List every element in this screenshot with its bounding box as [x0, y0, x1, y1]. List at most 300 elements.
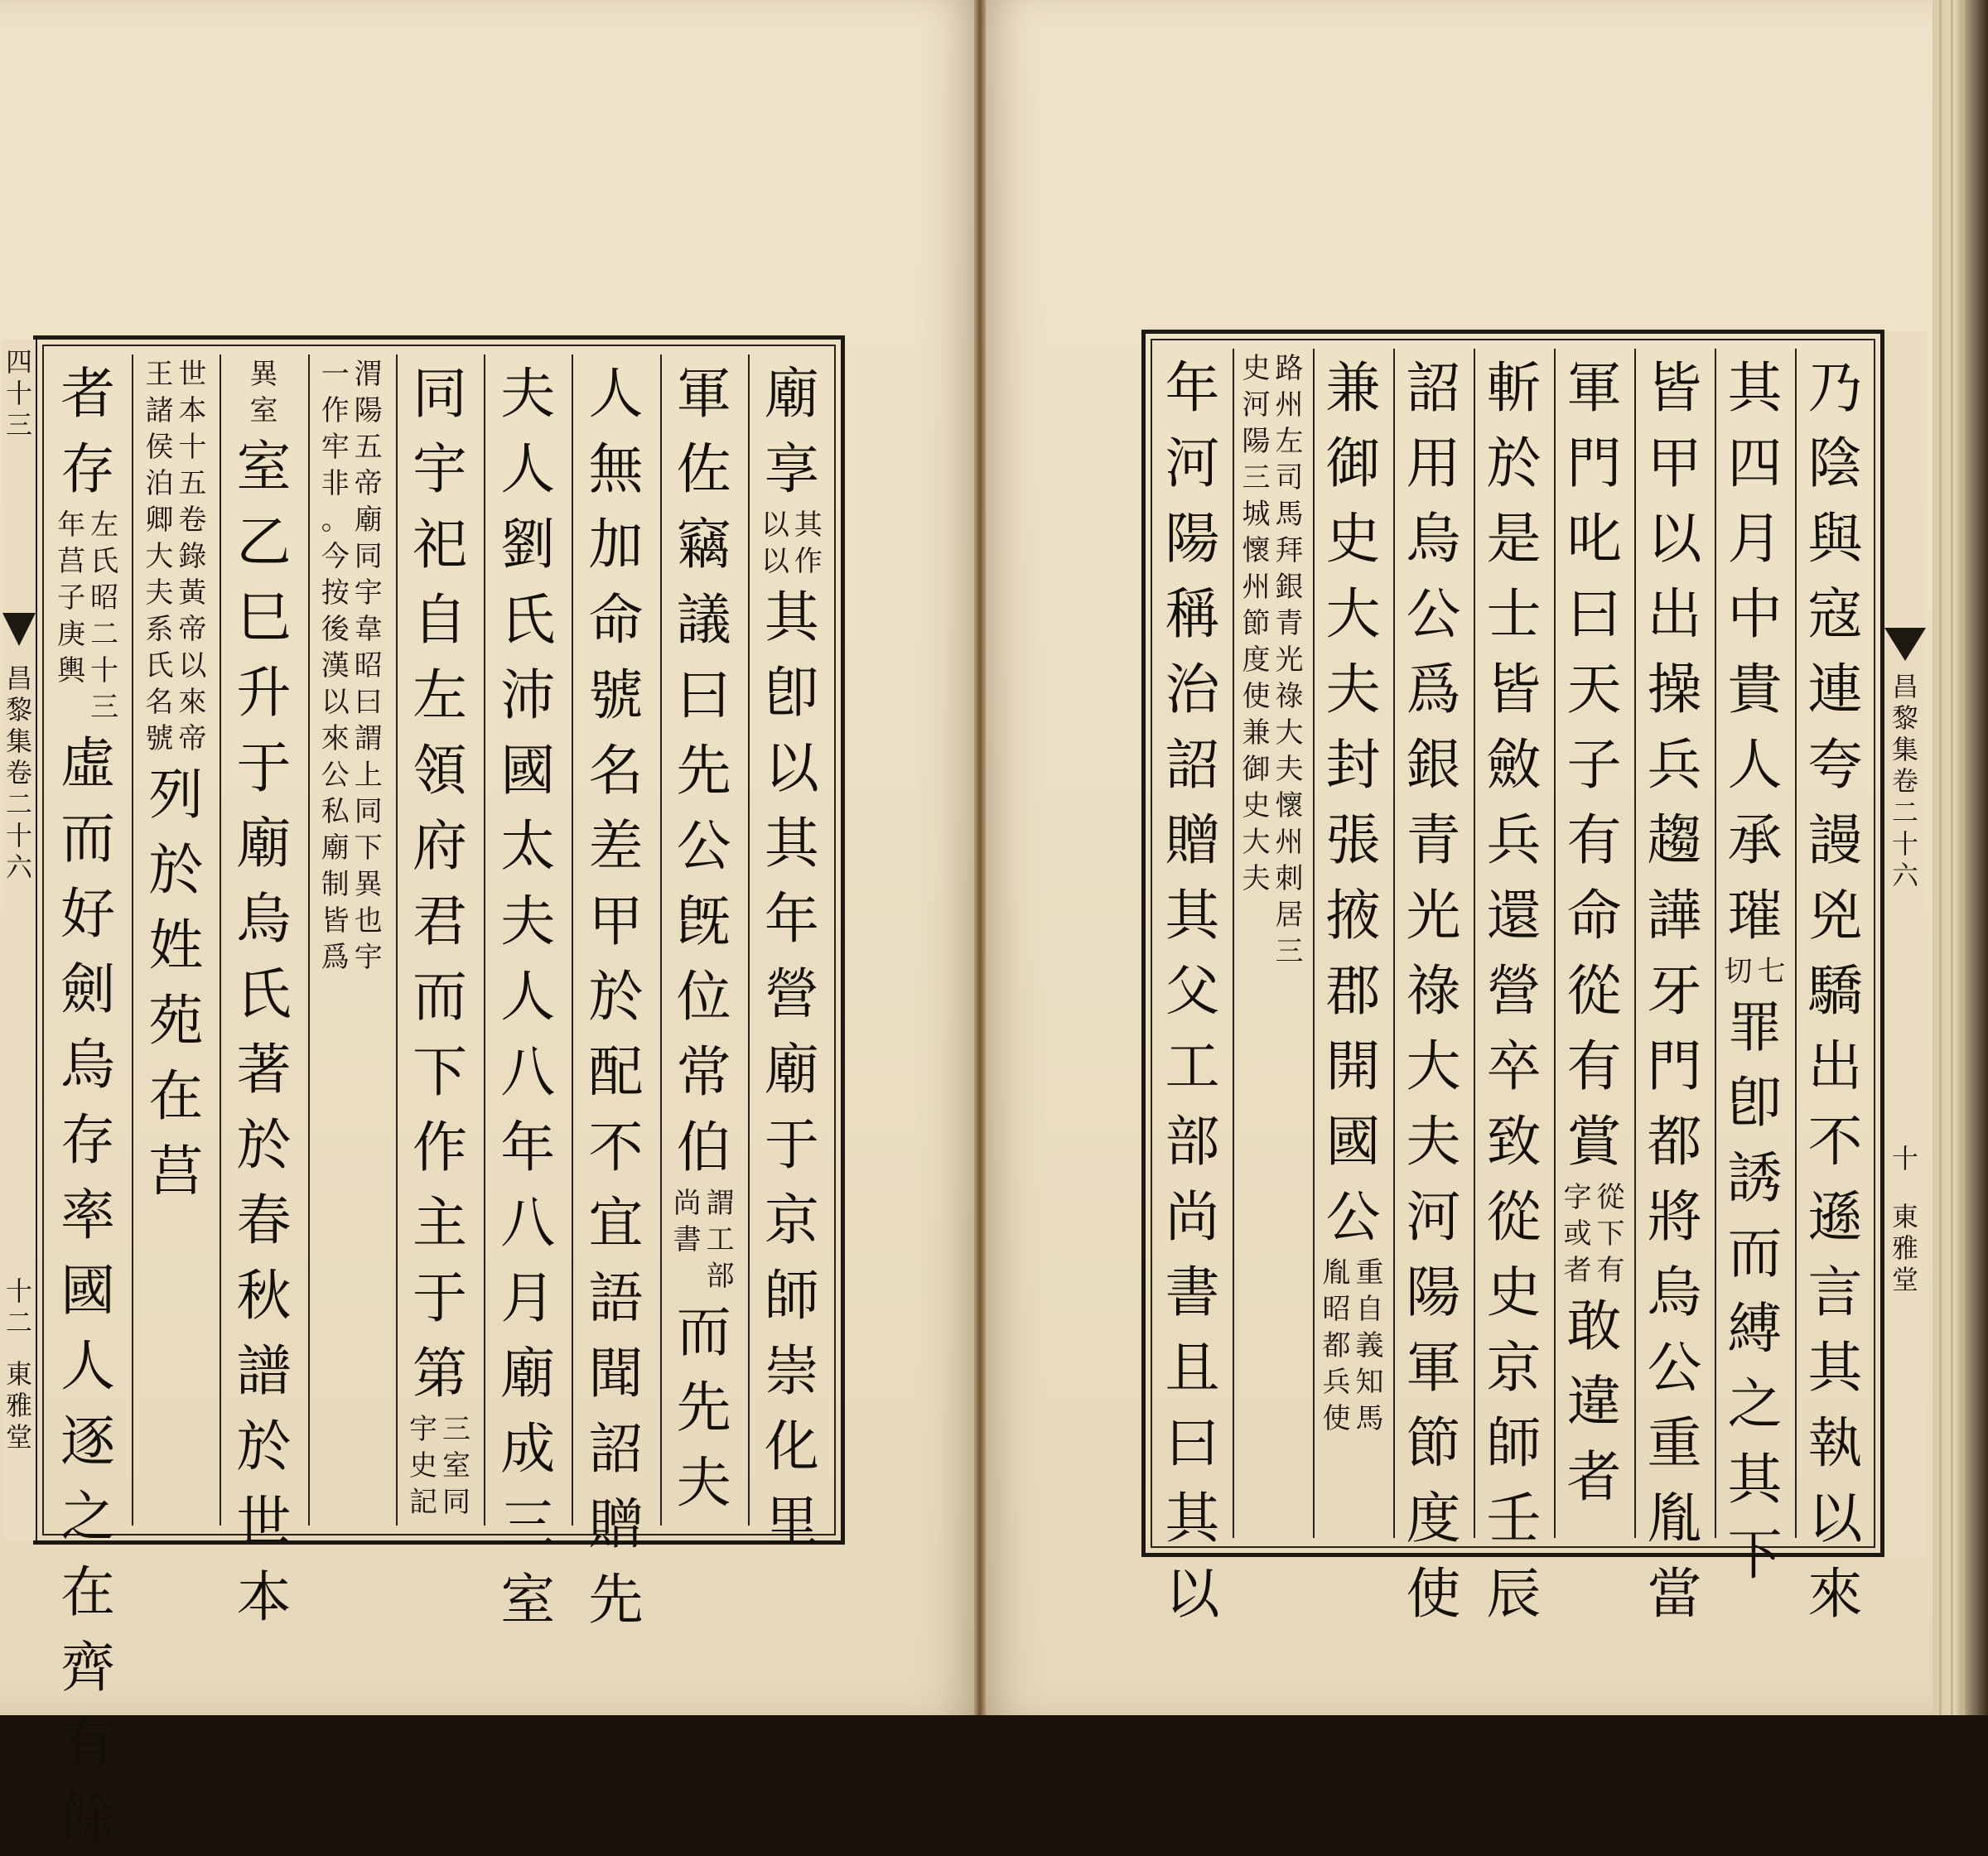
- text-char: 不: [1807, 1110, 1863, 1174]
- text-char: 京: [764, 1188, 819, 1252]
- text-char: 在: [148, 1064, 204, 1128]
- annotation-char: 今: [321, 540, 350, 573]
- text-char: 卒: [1486, 1034, 1542, 1098]
- annotation-char: 十: [90, 654, 119, 687]
- text-char: 尚: [1165, 1185, 1220, 1249]
- annotation-char: 卿: [145, 504, 174, 537]
- annotation-subcolumn: [321, 356, 350, 976]
- column-rule: [1313, 349, 1315, 1538]
- annotation-char: 懷: [1275, 789, 1304, 822]
- text-char: 贈: [588, 1492, 644, 1556]
- annotation-note: [57, 507, 118, 726]
- annotation-char: 莒: [57, 545, 86, 578]
- text-char: 於: [1486, 431, 1542, 495]
- annotation-char: 大: [1242, 826, 1271, 859]
- annotation-char: 室: [249, 394, 278, 427]
- annotation-subcolumn: [707, 1185, 735, 1294]
- page-edges: [1933, 0, 1988, 1715]
- text-char: 軍: [1406, 1336, 1461, 1400]
- text-char: 門: [1647, 1034, 1702, 1098]
- text-char: 子: [1566, 733, 1622, 797]
- text-char: 八: [500, 1040, 556, 1104]
- annotation-char: 度: [1242, 644, 1271, 677]
- banxin-char: 堂: [1891, 1264, 1918, 1295]
- annotation-char: 渭: [354, 358, 383, 391]
- text-char: 天: [1566, 658, 1622, 721]
- text-char: 開: [1325, 1034, 1381, 1098]
- annotation-subcolumn: [250, 356, 278, 429]
- banxin-char: 卷: [1891, 765, 1918, 797]
- text-char: 配: [588, 1040, 644, 1104]
- text-char: 曰: [1566, 582, 1622, 646]
- text-char: 言: [1807, 1261, 1863, 1324]
- annotation-char: 懷: [1242, 534, 1271, 567]
- text-char: 位: [676, 965, 731, 1029]
- text-char: 京: [1486, 1336, 1542, 1400]
- annotation-char: 異: [354, 868, 383, 901]
- text-char: 化: [764, 1415, 819, 1478]
- annotation-char: 子: [57, 581, 86, 615]
- text-char: 公: [1647, 1336, 1702, 1400]
- annotation-char: 左: [1275, 425, 1304, 458]
- text-char: 叱: [1566, 507, 1622, 571]
- annotation-subcolumn: [1725, 953, 1753, 990]
- annotation-char: 御: [1242, 753, 1271, 786]
- text-char: 以: [764, 736, 819, 800]
- annotation-char: 二: [90, 618, 119, 651]
- text-column: [396, 356, 484, 1524]
- text-char: 于: [412, 1266, 467, 1330]
- text-char: 出: [1647, 582, 1702, 646]
- annotation-subcolumn: [1323, 1255, 1351, 1437]
- annotation-subcolumn: [761, 507, 789, 580]
- text-char: 銀: [1406, 733, 1461, 797]
- text-char: 重: [1647, 1411, 1702, 1475]
- annotation-char: 青: [1275, 607, 1304, 640]
- annotation-subcolumn: [90, 507, 118, 726]
- text-column: [1634, 350, 1715, 1626]
- text-char: 存: [60, 437, 116, 501]
- annotation-char: 以: [760, 545, 789, 578]
- text-char: 且: [1165, 1336, 1220, 1400]
- text-char: 領: [412, 739, 467, 803]
- annotation-char: 來: [178, 686, 207, 719]
- text-char: 巳: [236, 586, 292, 649]
- annotation-char: 史: [408, 1449, 437, 1482]
- text-char: 大: [1406, 1034, 1461, 1098]
- annotation-char: 作: [321, 394, 350, 427]
- text-char: 甲: [1647, 431, 1702, 495]
- annotation-char: 謂: [706, 1187, 735, 1220]
- text-char: 先: [676, 739, 731, 803]
- text-char: 旣: [676, 889, 731, 953]
- text-char: 兇: [1807, 884, 1863, 947]
- text-char: 門: [1566, 431, 1622, 495]
- annotation-char: 司: [1275, 461, 1304, 494]
- annotation-char: 廟: [321, 832, 350, 865]
- column-rule: [660, 354, 662, 1526]
- annotation-char: 州: [1275, 826, 1304, 859]
- text-char: 常: [676, 1040, 731, 1104]
- text-char: 氏: [500, 588, 556, 652]
- text-char: 營: [1486, 959, 1542, 1023]
- annotation-char: 韋: [354, 613, 383, 646]
- annotation-char: 重: [1355, 1256, 1384, 1290]
- text-char: 廟: [764, 362, 819, 426]
- annotation-char: 十: [178, 431, 207, 464]
- text-char: 與: [1807, 507, 1863, 571]
- text-char: 在: [60, 1560, 116, 1624]
- text-char: 自: [412, 588, 467, 652]
- text-char: 名: [588, 739, 644, 803]
- banxin-char: 東: [6, 1358, 33, 1390]
- annotation-char: 昭: [354, 649, 383, 682]
- text-char: 劍: [60, 957, 116, 1021]
- column-rule: [1715, 349, 1716, 1538]
- column-rule: [1634, 349, 1636, 1538]
- text-char: 命: [1566, 884, 1622, 947]
- annotation-char: 按: [321, 576, 350, 610]
- annotation-char: 同: [354, 795, 383, 828]
- annotation-char: 使: [1322, 1402, 1351, 1435]
- annotation-char: 牢: [321, 431, 350, 464]
- annotation-char: 昭: [1322, 1293, 1351, 1326]
- text-char: 其: [1165, 884, 1220, 947]
- annotation-char: 諸: [145, 394, 174, 427]
- text-char: 陰: [1807, 431, 1863, 495]
- annotation-char: 侯: [145, 431, 174, 464]
- text-char: 夫: [500, 362, 556, 426]
- annotation-char: 者: [1563, 1254, 1592, 1287]
- text-char: 營: [764, 962, 819, 1026]
- text-char: 世: [236, 1490, 292, 1554]
- text-char: 以: [1807, 1487, 1863, 1550]
- text-char: 驕: [1807, 959, 1863, 1023]
- column-rule: [1393, 349, 1395, 1538]
- text-char: 先: [676, 1376, 731, 1439]
- column-rule: [1795, 349, 1797, 1538]
- banxin-char: 雅: [6, 1390, 33, 1421]
- annotation-char: 宇: [354, 576, 383, 610]
- text-char: 掖: [1325, 884, 1381, 947]
- text-char: 部: [1165, 1110, 1220, 1174]
- annotation-subcolumn: [355, 356, 383, 976]
- annotation-note: [321, 356, 383, 976]
- banxin-char: 集: [1891, 734, 1918, 765]
- text-char: 餘: [60, 1786, 116, 1850]
- text-char: 烏: [236, 887, 292, 951]
- text-char: 胤: [1647, 1487, 1702, 1550]
- annotation-subcolumn: [794, 507, 823, 580]
- banxin-char: 十: [1891, 1143, 1918, 1174]
- annotation-char: 下: [1596, 1217, 1625, 1251]
- banxin-char: 雅: [1891, 1232, 1918, 1264]
- text-char: 貴: [1727, 658, 1783, 721]
- annotation-char: 馬: [1355, 1402, 1384, 1435]
- text-char: 虛: [60, 731, 116, 795]
- annotation-char: 本: [178, 394, 207, 427]
- text-char: 著: [236, 1038, 292, 1102]
- text-column: [1152, 350, 1233, 1626]
- text-char: 曰: [676, 663, 731, 727]
- text-char: 是: [1486, 507, 1542, 571]
- annotation-char: 謂: [354, 722, 383, 755]
- text-column: [1795, 350, 1875, 1626]
- banxin-char: 黎: [1891, 702, 1918, 734]
- text-char: 崇: [764, 1339, 819, 1403]
- text-char: 其: [1807, 1336, 1863, 1400]
- annotation-char: 。: [321, 504, 350, 537]
- right-text-block: [1151, 339, 1875, 1626]
- text-char: 於: [148, 838, 204, 902]
- text-char: 將: [1647, 1185, 1702, 1249]
- annotation-char: 上: [354, 759, 383, 792]
- text-char: 度: [1406, 1487, 1461, 1550]
- annotation-char: 非: [321, 467, 350, 500]
- text-char: 主: [412, 1191, 467, 1255]
- annotation-char: 帝: [354, 467, 383, 500]
- text-char: 趨: [1647, 808, 1702, 872]
- text-char: 辰: [1486, 1562, 1542, 1626]
- banxin-top-label: 四十三: [6, 346, 33, 441]
- text-char: 三: [500, 1492, 556, 1556]
- text-char: 卽: [1727, 1071, 1783, 1135]
- text-char: 工: [1165, 1034, 1220, 1098]
- column-rule: [308, 354, 310, 1526]
- text-char: 存: [60, 1108, 116, 1172]
- annotation-char: 卷: [178, 504, 207, 537]
- annotation-char: 從: [1596, 1181, 1625, 1214]
- text-char: 人: [500, 965, 556, 1029]
- text-char: 都: [1647, 1110, 1702, 1174]
- text-char: 張: [1325, 808, 1381, 872]
- left-banxin: [2, 340, 36, 1540]
- annotation-char: 王: [145, 358, 174, 391]
- text-char: 壬: [1486, 1487, 1542, 1550]
- text-char: 于: [764, 1113, 819, 1177]
- text-char: 乃: [1807, 356, 1863, 420]
- text-char: 於: [588, 965, 644, 1029]
- text-char: 祀: [412, 513, 467, 576]
- column-rule: [484, 354, 485, 1526]
- text-char: 氏: [236, 962, 292, 1026]
- annotation-note: [673, 1185, 735, 1294]
- banxin-char: 昌: [6, 663, 33, 694]
- text-char: 罪: [1727, 995, 1783, 1059]
- text-char: 宇: [412, 437, 467, 501]
- text-char: 加: [588, 513, 644, 576]
- text-char: 執: [1807, 1411, 1863, 1475]
- text-char: 其: [1727, 356, 1783, 420]
- annotation-char: 爲: [321, 941, 350, 974]
- text-char: 同: [412, 362, 467, 426]
- text-char: 號: [588, 663, 644, 727]
- text-char: 士: [1486, 582, 1542, 646]
- annotation-char: 制: [321, 868, 350, 901]
- text-column: [572, 356, 659, 1632]
- text-char: 無: [588, 437, 644, 501]
- annotation-char: 使: [1242, 680, 1271, 713]
- column-rule: [572, 354, 573, 1526]
- annotation-char: 泊: [145, 467, 174, 500]
- annotation-char: 年: [57, 509, 86, 542]
- text-char: 遜: [1807, 1185, 1863, 1249]
- annotation-char: 以: [178, 649, 207, 682]
- annotation-char: 同: [354, 540, 383, 573]
- text-char: 父: [1165, 959, 1220, 1023]
- column-rule: [396, 354, 398, 1526]
- text-char: 操: [1647, 658, 1702, 721]
- right-banxin: [1884, 331, 1926, 1557]
- text-char: 來: [1807, 1562, 1863, 1626]
- banxin-char: 二: [6, 788, 33, 820]
- annotation-char: 曰: [354, 686, 383, 719]
- text-char: 詔: [1165, 733, 1220, 797]
- annotation-note: [1725, 953, 1786, 990]
- annotation-subcolumn: [145, 356, 173, 757]
- annotation-char: 來: [321, 722, 350, 755]
- annotation-char: 兼: [1242, 716, 1271, 750]
- text-char: 廟: [236, 812, 292, 875]
- text-char: 敢: [1566, 1294, 1622, 1358]
- annotation-char: 陽: [1242, 425, 1271, 458]
- text-char: 左: [412, 663, 467, 727]
- banxin-char: 堂: [6, 1421, 33, 1453]
- annotation-char: 錄: [178, 540, 207, 573]
- text-char: 列: [148, 763, 204, 827]
- text-char: 烏: [1406, 507, 1461, 571]
- text-char: 室: [236, 435, 292, 499]
- book-gutter: [974, 0, 986, 1715]
- text-char: 於: [236, 1415, 292, 1478]
- annotation-char: 庚: [57, 618, 86, 651]
- column-rule: [748, 354, 750, 1526]
- annotation-char: 室: [442, 1449, 470, 1482]
- text-column: [748, 356, 836, 1554]
- banxin-char: 十: [6, 820, 33, 851]
- annotation-char: 系: [145, 613, 174, 646]
- text-char: 人: [500, 437, 556, 501]
- text-char: 而: [676, 1300, 731, 1364]
- text-char: 甲: [588, 889, 644, 953]
- annotation-char: 三: [1275, 935, 1304, 968]
- text-char: 軍: [676, 362, 731, 426]
- text-char: 還: [1486, 884, 1542, 947]
- annotation-char: 州: [1275, 388, 1304, 422]
- banxin-char: 六: [6, 851, 33, 883]
- text-char: 贈: [1165, 808, 1220, 872]
- text-char: 四: [1727, 431, 1783, 495]
- text-char: 光: [1406, 884, 1461, 947]
- annotation-char: 後: [321, 613, 350, 646]
- text-char: 璀: [1727, 884, 1783, 947]
- annotation-subcolumn: [1564, 1179, 1592, 1289]
- text-char: 稱: [1165, 582, 1220, 646]
- text-char: 莒: [148, 1140, 204, 1203]
- banxin-char: 二: [6, 1307, 33, 1338]
- text-char: 之: [60, 1485, 116, 1549]
- text-char: 誘: [1727, 1146, 1783, 1210]
- text-char: 卽: [764, 661, 819, 725]
- annotation-char: 史: [1242, 352, 1271, 385]
- text-char: 中: [1727, 582, 1783, 646]
- annotation-char: 下: [354, 832, 383, 865]
- annotation-char: 五: [178, 467, 207, 500]
- annotation-subcolumn: [409, 1411, 437, 1521]
- text-char: 國: [1325, 1110, 1381, 1174]
- text-char: 姓: [148, 914, 204, 977]
- annotation-subcolumn: [57, 507, 85, 726]
- annotation-char: 尚: [673, 1187, 702, 1220]
- annotation-char: 帝: [178, 613, 207, 646]
- text-char: 河: [1406, 1185, 1461, 1249]
- text-char: 秋: [236, 1264, 292, 1328]
- text-char: 書: [1165, 1261, 1220, 1324]
- annotation-subcolumn: [673, 1185, 702, 1294]
- annotation-char: 大: [145, 540, 174, 573]
- annotation-char: 州: [1242, 571, 1271, 604]
- annotation-char: 其: [794, 509, 823, 542]
- text-char: 皆: [1647, 356, 1702, 420]
- banxin-page-number: [6, 1275, 32, 1338]
- text-column: [1554, 350, 1634, 1536]
- text-char: 國: [500, 739, 556, 803]
- text-char: 沛: [500, 663, 556, 727]
- text-char: 郡: [1325, 959, 1381, 1023]
- banxin-char: 十: [6, 1275, 33, 1307]
- annotation-char: 有: [1596, 1254, 1625, 1287]
- text-char: 陽: [1165, 507, 1220, 571]
- annotation-char: 私: [321, 795, 350, 828]
- banxin-title: [6, 663, 32, 883]
- text-char: 竊: [676, 513, 731, 576]
- text-column: [660, 356, 748, 1524]
- text-char: 成: [500, 1417, 556, 1481]
- text-char: 夫: [1406, 1110, 1461, 1174]
- text-char: 夸: [1807, 733, 1863, 797]
- annotation-char: 光: [1275, 644, 1304, 677]
- text-char: 河: [1165, 431, 1220, 495]
- text-char: 而: [60, 807, 116, 870]
- text-char: 公: [1325, 1185, 1381, 1249]
- annotation-note: [145, 356, 206, 757]
- text-char: 命: [588, 588, 644, 652]
- text-char: 封: [1325, 733, 1381, 797]
- text-char: 年: [1165, 356, 1220, 420]
- text-char: 第: [412, 1342, 467, 1405]
- text-char: 有: [1566, 808, 1622, 872]
- annotation-char: 夫: [1242, 862, 1271, 895]
- text-char: 兼: [1325, 356, 1381, 420]
- text-char: 議: [676, 588, 731, 652]
- text-char: 兵: [1647, 733, 1702, 797]
- text-char: 人: [1727, 733, 1783, 797]
- text-char: 佐: [676, 437, 731, 501]
- right-text-frame: [1141, 330, 1884, 1626]
- text-column: [1233, 350, 1313, 1536]
- annotation-char: 公: [321, 759, 350, 792]
- text-char: 於: [236, 1113, 292, 1177]
- annotation-char: 書: [673, 1223, 702, 1256]
- annotation-char: 宇: [408, 1413, 437, 1446]
- text-char: 皆: [1486, 658, 1542, 721]
- banxin-title: [1888, 671, 1923, 891]
- text-char: 陽: [1406, 1261, 1461, 1324]
- annotation-char: 異: [249, 358, 278, 391]
- text-column: [1474, 350, 1554, 1626]
- text-char: 爲: [1406, 658, 1461, 721]
- text-char: 春: [236, 1188, 292, 1252]
